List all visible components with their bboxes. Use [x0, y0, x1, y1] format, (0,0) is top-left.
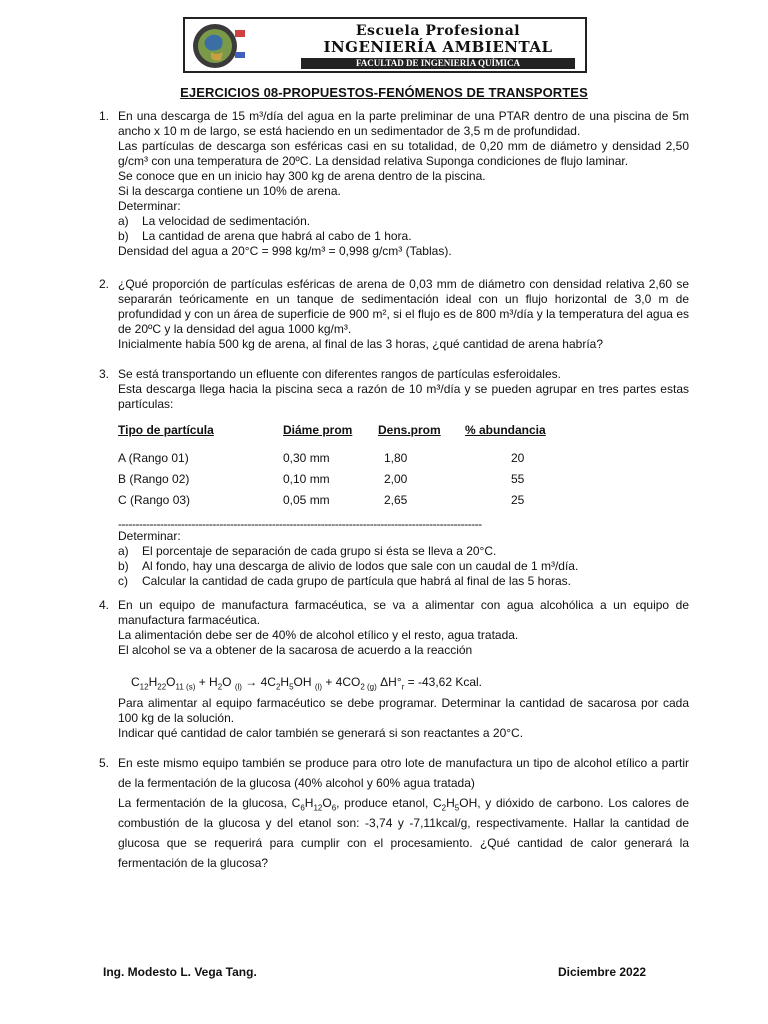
- page-title: EJERCICIOS 08-PROPUESTOS-FENÓMENOS DE TRANSPORTES: [180, 85, 588, 100]
- exercise-text: Para alimentar al equipo farmacéutico se debe programar. Determinar la cantidad de sacarosa por cada 100 kg de la solución.: [118, 696, 689, 725]
- exercise-number: 2.: [99, 277, 110, 291]
- exercise-text: Determinar:: [118, 199, 181, 213]
- header-school: Escuela Profesional: [355, 23, 521, 39]
- text-fragment: , produce etanol,: [336, 796, 433, 810]
- exercise-5: [99, 753, 689, 873]
- exercise-text: La fermentación de la glucosa, $C_6H_{12}O_6$, produce etanol, $C_2H_5OH$, y dióxido de carbono. Los calores de combustión de la glucosa y del etanol son: -3,74 y -7,11kcal/g, respectivamente. Hallar la cantidad de glucosa que se requerirá para cumplir con el procesamiento. ¿Qué cantidad de calor generará la fermentación de la glucosa?: [118, 796, 689, 870]
- table-cell: 25: [511, 493, 525, 507]
- sub-text: Al fondo, hay una descarga de alivio de lodos que sale con un caudal de 1 m³/día.: [142, 559, 579, 573]
- sub-label: c): [118, 574, 128, 588]
- exercise-text: ¿Qué proporción de partículas esféricas de arena de 0,03 mm de diámetro con densidad relativa 2,60 se separarán teóricamente en un tanque de sedimentación ideal con un flujo horizontal de 3,0 m de profundidad y con un área de superficie de 900 m², si el flujo es de 800 m³/día y la temperatura del agua es de 20ºC y la densidad del agua 1000 kg/m³.: [118, 277, 689, 336]
- exercise-1: [99, 109, 689, 259]
- exercise-3: [99, 367, 689, 412]
- exercise-text: Densidad del agua a 20°C = 998 kg/m³ = 0,998 g/cm³ (Tablas).: [118, 244, 452, 258]
- exercise-text: El alcohol se va a obtener de la sacarosa de acuerdo a la reacción: [118, 643, 473, 657]
- exercise-text: Determinar:: [118, 529, 181, 543]
- exercise-text: Si la descarga contiene un 10% de arena.: [118, 184, 341, 198]
- exercise-text: En una descarga de 15 m³/día del agua en la parte preliminar de una PTAR dentro de una piscina de 5m ancho x 10 m de largo, se está haciendo en un sedimentador de 3,5 m de profundidad.: [118, 109, 689, 138]
- text-fragment: La fermentación de la glucosa,: [118, 796, 292, 810]
- exercise-number: 4.: [99, 598, 110, 612]
- table-cell: 55: [511, 472, 525, 486]
- table-cell: 0,05 mm: [283, 493, 330, 507]
- sub-item: [118, 559, 689, 574]
- sub-label: b): [118, 559, 129, 573]
- table-cell: 20: [511, 451, 525, 465]
- table-header: Dens.prom: [378, 423, 441, 437]
- enthalpy-value: = -43,62 Kcal.: [407, 675, 483, 689]
- university-logo-icon: [191, 22, 247, 70]
- header-banner: [183, 17, 587, 73]
- sub-label: a): [118, 544, 129, 558]
- exercise-3-tasks: [99, 529, 689, 589]
- table-cell: 1,80: [384, 451, 408, 465]
- reaction-equation: $C_{12}H_{22}O_{11 (s)} + H_2O$ $_{(l)} \to 4C_2H_5OH$ $_{(l)} + 4CO_{2 (g)}$ $\Delta H^\circ_r = -43,62$ Kcal.: [131, 675, 483, 692]
- table-cell: A (Rango 01): [118, 451, 189, 465]
- sub-item: [118, 214, 689, 229]
- exercise-text: En este mismo equipo también se produce para otro lote de manufactura un tipo de alcohol etílico a partir de la fermentación de la glucosa (40% alcohol y 60% agua tratada): [118, 756, 689, 790]
- table-cell: 2,65: [384, 493, 408, 507]
- exercise-number: 3.: [99, 367, 110, 381]
- exercise-4-cont: [99, 696, 689, 741]
- exercise-text: Esta descarga llega hacia la piscina seca a razón de 10 m³/día y se pueden agrupar en tres partes estas partículas:: [118, 382, 689, 411]
- table-cell: B (Rango 02): [118, 472, 190, 486]
- table-cell: 0,10 mm: [283, 472, 330, 486]
- table-cell: 0,30 mm: [283, 451, 330, 465]
- footer-author: Ing. Modesto L. Vega Tang.: [103, 965, 257, 979]
- exercise-text: Las partículas de descarga son esféricas casi en su totalidad, de 0,20 mm de diámetro y densidad 2,50 g/cm³ con una temperatura de 20ºC. La densidad relativa Suponga condiciones de flujo laminar.: [118, 139, 689, 168]
- footer-date: Diciembre 2022: [558, 965, 647, 979]
- exercise-number: 5.: [99, 756, 110, 770]
- exercise-2: [99, 277, 689, 352]
- header-faculty: FACULTAD DE INGENIERÍA QUÍMICA: [301, 58, 575, 69]
- sub-item: [118, 544, 689, 559]
- table-cell: C (Rango 03): [118, 493, 191, 507]
- text-fragment: , y dióxido de carbono. Los calores de combustión de la glucosa y del etanol son: -3,74 y -7,11kcal/g, respectivamente. Hallar la cantidad de glucosa que se requerirá para cumplir con el procesamiento. ¿Qué cantidad de calor generará la fermentación de la glucosa?: [118, 796, 689, 870]
- sub-item: [118, 574, 689, 589]
- sub-text: Calcular la cantidad de cada grupo de partícula que habrá al final de las 5 horas.: [142, 574, 571, 588]
- exercise-text: Inicialmente había 500 kg de arena, al final de las 3 horas, ¿qué cantidad de arena habría?: [118, 337, 603, 351]
- divider-dashes: --------------------------------------------------------------------------------------------------------: [118, 517, 482, 531]
- header-program: INGENIERÍA AMBIENTAL: [323, 38, 553, 56]
- table-header: % abundancia: [465, 423, 546, 437]
- table-header: Tipo de partícula: [118, 423, 214, 437]
- sub-label: b): [118, 229, 129, 243]
- table-cell: 2,00: [384, 472, 408, 486]
- exercise-number: 1.: [99, 109, 110, 123]
- sub-text: La cantidad de arena que habrá al cabo de 1 hora.: [142, 229, 412, 243]
- sub-text: El porcentaje de separación de cada grupo si ésta se lleva a 20°C.: [142, 544, 497, 558]
- sub-item: [118, 229, 689, 244]
- exercise-text: Se conoce que en un inicio hay 300 kg de arena dentro de la piscina.: [118, 169, 486, 183]
- table-header: Diáme prom: [283, 423, 353, 437]
- exercise-text: Indicar qué cantidad de calor también se generará si son reactantes a 20°C.: [118, 726, 524, 740]
- sub-text: La velocidad de sedimentación.: [142, 214, 311, 228]
- exercise-4: [99, 598, 689, 658]
- sub-label: a): [118, 214, 129, 228]
- exercise-text: En un equipo de manufactura farmacéutica, se va a alimentar con agua alcohólica a un equipo de manufactura farmacéutica.: [118, 598, 689, 627]
- exercise-text: Se está transportando un efluente con diferentes rangos de partículas esferoidales.: [118, 367, 561, 381]
- exercise-text: La alimentación debe ser de 40% de alcohol etílico y el resto, agua tratada.: [118, 628, 519, 642]
